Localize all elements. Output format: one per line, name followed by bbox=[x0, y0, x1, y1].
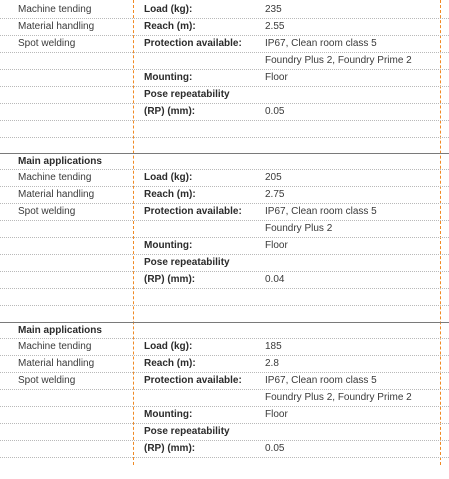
table-row bbox=[0, 204, 449, 221]
load-label: Load (kg): bbox=[144, 4, 193, 15]
load-value: 185 bbox=[265, 341, 282, 352]
application-item: Machine tending bbox=[18, 341, 92, 352]
rp-label: (RP) (mm): bbox=[144, 106, 196, 117]
load-value: 235 bbox=[265, 4, 282, 15]
mounting-label: Mounting: bbox=[144, 240, 193, 251]
rp-value: 0.05 bbox=[265, 106, 285, 117]
table-row bbox=[0, 187, 449, 204]
section-heading: Main applications bbox=[18, 325, 102, 336]
table-row bbox=[0, 87, 449, 104]
application-item: Spot welding bbox=[18, 38, 76, 49]
mounting-value: Floor bbox=[265, 409, 288, 420]
table-row bbox=[0, 221, 449, 238]
table-row bbox=[0, 322, 449, 339]
table-row bbox=[0, 19, 449, 36]
load-label: Load (kg): bbox=[144, 341, 193, 352]
protection-value: IP67, Clean room class 5 bbox=[265, 206, 377, 217]
application-item: Material handling bbox=[18, 358, 95, 369]
rp-label: (RP) (mm): bbox=[144, 274, 196, 285]
table-row bbox=[0, 356, 449, 373]
reach-label: Reach (m): bbox=[144, 21, 196, 32]
pose-label: Pose repeatability bbox=[144, 257, 230, 268]
table-row bbox=[0, 2, 449, 19]
load-value: 205 bbox=[265, 172, 282, 183]
reach-value: 2.75 bbox=[265, 189, 285, 200]
load-label: Load (kg): bbox=[144, 172, 193, 183]
table-row bbox=[0, 36, 449, 53]
reach-label: Reach (m): bbox=[144, 189, 196, 200]
section-heading: Main applications bbox=[18, 156, 102, 167]
mounting-label: Mounting: bbox=[144, 72, 193, 83]
reach-value: 2.55 bbox=[265, 21, 285, 32]
protection-value-cont: Foundry Plus 2, Foundry Prime 2 bbox=[265, 392, 412, 403]
table-row bbox=[0, 153, 449, 170]
application-item: Material handling bbox=[18, 189, 95, 200]
rp-label: (RP) (mm): bbox=[144, 443, 196, 454]
table-row bbox=[0, 104, 449, 121]
protection-value: IP67, Clean room class 5 bbox=[265, 375, 377, 386]
table-row bbox=[0, 70, 449, 87]
table-row bbox=[0, 424, 449, 441]
table-row bbox=[0, 339, 449, 356]
application-item: Spot welding bbox=[18, 375, 76, 386]
mounting-value: Floor bbox=[265, 72, 288, 83]
rp-value: 0.04 bbox=[265, 274, 285, 285]
reach-value: 2.8 bbox=[265, 358, 279, 369]
application-item: Spot welding bbox=[18, 206, 76, 217]
pose-label: Pose repeatability bbox=[144, 426, 230, 437]
table-row bbox=[0, 255, 449, 272]
application-item: Machine tending bbox=[18, 172, 92, 183]
mounting-value: Floor bbox=[265, 240, 288, 251]
application-item: Material handling bbox=[18, 21, 95, 32]
pose-label: Pose repeatability bbox=[144, 89, 230, 100]
protection-value-cont: Foundry Plus 2, Foundry Prime 2 bbox=[265, 55, 412, 66]
table-row bbox=[0, 121, 449, 138]
application-item: Machine tending bbox=[18, 4, 92, 15]
protection-value: IP67, Clean room class 5 bbox=[265, 38, 377, 49]
reach-label: Reach (m): bbox=[144, 358, 196, 369]
table-row bbox=[0, 289, 449, 306]
table-row bbox=[0, 53, 449, 70]
mounting-label: Mounting: bbox=[144, 409, 193, 420]
protection-label: Protection available: bbox=[144, 38, 242, 49]
protection-label: Protection available: bbox=[144, 375, 242, 386]
table-row bbox=[0, 170, 449, 187]
table-row bbox=[0, 441, 449, 458]
table-row bbox=[0, 373, 449, 390]
table-row bbox=[0, 390, 449, 407]
protection-label: Protection available: bbox=[144, 206, 242, 217]
table-row bbox=[0, 272, 449, 289]
protection-value-cont: Foundry Plus 2 bbox=[265, 223, 333, 234]
table-row bbox=[0, 238, 449, 255]
table-row bbox=[0, 407, 449, 424]
rp-value: 0.05 bbox=[265, 443, 285, 454]
